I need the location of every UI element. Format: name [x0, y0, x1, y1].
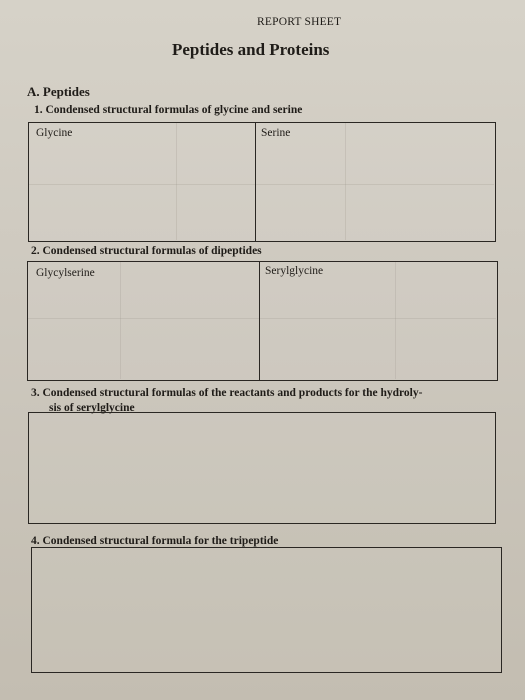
answer-box-4[interactable] [31, 547, 502, 673]
question-3-line-2: sis of serylglycine [49, 402, 135, 414]
answer-box-1[interactable] [28, 122, 496, 242]
cell-label-serine: Serine [261, 127, 291, 139]
question-1: 1. Condensed structural formulas of glycine and serine [34, 104, 303, 116]
box-divider [255, 123, 256, 241]
cell-label-glycine: Glycine [36, 127, 73, 139]
question-4: 4. Condensed structural formula for the tripeptide [31, 535, 279, 547]
question-3-line-1: 3. Condensed structural formulas of the reactants and products for the hydroly- [31, 387, 423, 399]
cell-label-serylglycine: Serylglycine [265, 265, 324, 277]
page-title: Peptides and Proteins [172, 40, 330, 59]
report-sheet-label: REPORT SHEET [257, 16, 342, 28]
answer-box-3[interactable] [28, 412, 496, 524]
question-2: 2. Condensed structural formulas of dipeptides [31, 245, 262, 257]
answer-box-2[interactable] [27, 261, 498, 381]
cell-label-glycylserine: Glycylserine [36, 267, 95, 279]
box-divider [259, 262, 260, 380]
section-title: A. Peptides [27, 84, 90, 99]
